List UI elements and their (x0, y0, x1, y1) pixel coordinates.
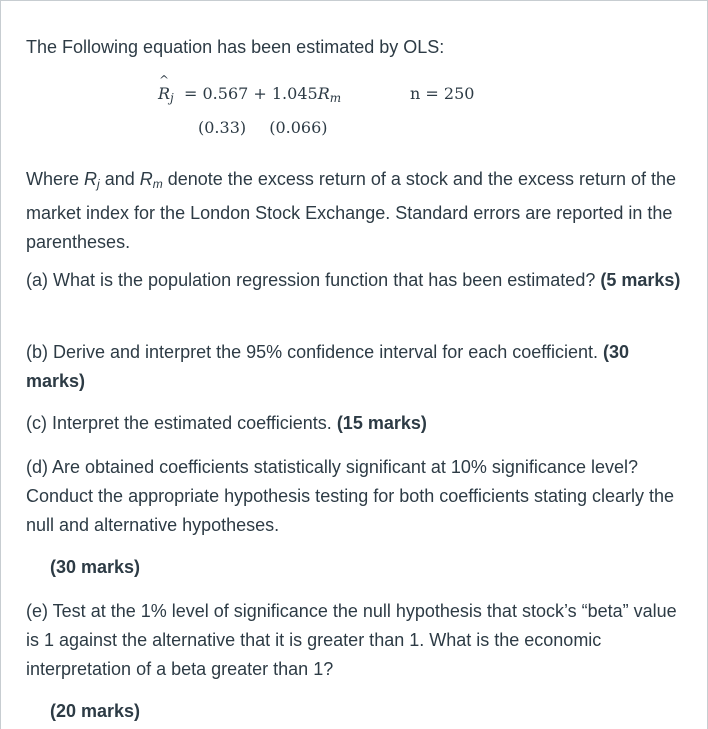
question-c: (c) Interpret the estimated coefficients. (15 marks) (26, 413, 427, 433)
marks-a: (5 marks) (600, 270, 681, 290)
marks-e: (20 marks) (50, 701, 141, 721)
question-b: (b) Derive and interpret the 95% confidence interval for each coefficient. (30 marks) (26, 342, 629, 391)
sample-size: n = 250 (410, 84, 475, 103)
question-e: (e) Test at the 1% level of significance the null hypothesis that stock’s “beta” value is 1 against the alternative that it is greater than 1. What is the economic interpretation of a beta greater than 1? (26, 601, 677, 679)
marks-d: (30 marks) (50, 557, 141, 577)
equation-rhs: = $0.567 + 1.045R_m$ (184, 84, 342, 105)
marks-c: (15 marks) (336, 413, 427, 433)
question-a: (a) What is the population regression function that has been estimated? (5 marks) (26, 270, 681, 290)
marks-b: (30 marks) (26, 342, 629, 391)
se-slope: (0.066) (269, 118, 328, 137)
question-d: (d) Are obtained coefficients statistically significant at 10% significance level? Conduct the appropriate hypothesis testing for both coefficients stating clearly the null and alternative hypotheses. (26, 457, 675, 535)
standard-errors (198, 118, 328, 137)
equation-lhs: ^ $R_j$ (158, 84, 174, 105)
intro-text: The Following equation has been estimated by OLS: (26, 37, 445, 57)
se-intercept: (0.33) (198, 118, 247, 137)
variable-definition: Where $R_j$ and $R_m$ denote the excess return of a stock and the excess return of the market index for the London Stock Exchange. Standard errors are reported in the parentheses. (26, 169, 677, 252)
regression-equation (158, 80, 488, 110)
